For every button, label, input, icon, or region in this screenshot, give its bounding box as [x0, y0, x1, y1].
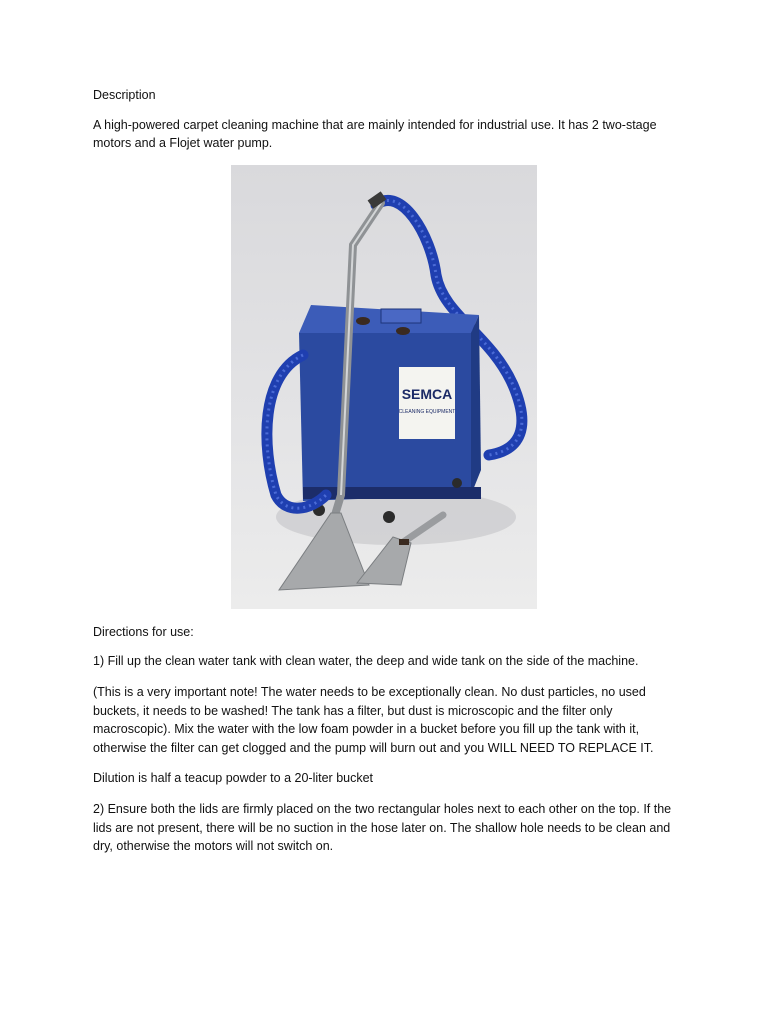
brand-logo-subtext: CLEANING EQUIPMENT	[398, 408, 456, 415]
document-page	[93, 86, 678, 868]
directions-heading: Directions for use:	[93, 624, 194, 639]
description-text: A high-powered carpet cleaning machine that are mainly intended for industrial use. It has 2 two-stage motors and a Flojet water pump.	[93, 117, 657, 151]
step-2: 2) Ensure both the lids are firmly placed on the two rectangular holes next to each other on the top. If the lids are not present, there will be no suction in the hose later on. The shallow hole needs to be clean and dry, otherwise the motors will not switch on.	[93, 801, 672, 854]
hand-tool-trigger	[399, 539, 409, 545]
lid-right	[381, 309, 421, 323]
brand-logo-text: SEMCA	[401, 385, 453, 402]
dilution-text: Dilution is half a teacup powder to a 20-liter bucket	[93, 771, 374, 786]
wheel-back-right	[452, 478, 462, 488]
brand-label	[399, 367, 455, 439]
carpet-cleaner-photo	[231, 165, 537, 609]
step-1: 1) Fill up the clean water tank with clean water, the deep and wide tank on the side of the machine.	[93, 654, 639, 669]
wheel-front-right	[383, 511, 395, 523]
lid-knob-right	[396, 327, 410, 335]
important-note: (This is a very important note! The water needs to be exceptionally clean. No dust particles, no used buckets, it needs to be washed! The tank has a filter, but dust is microscopic and the filter only macroscopic). Mix the water with the low foam powder in a bucket before you fill up the tank with it, otherwise the filter can get clogged and the pump will burn out and you WILL NEED TO REPLACE IT.	[93, 684, 654, 755]
carpet-cleaner-illustration	[231, 165, 537, 609]
lid-knob-left	[356, 317, 370, 325]
description-heading: Description	[93, 88, 156, 102]
